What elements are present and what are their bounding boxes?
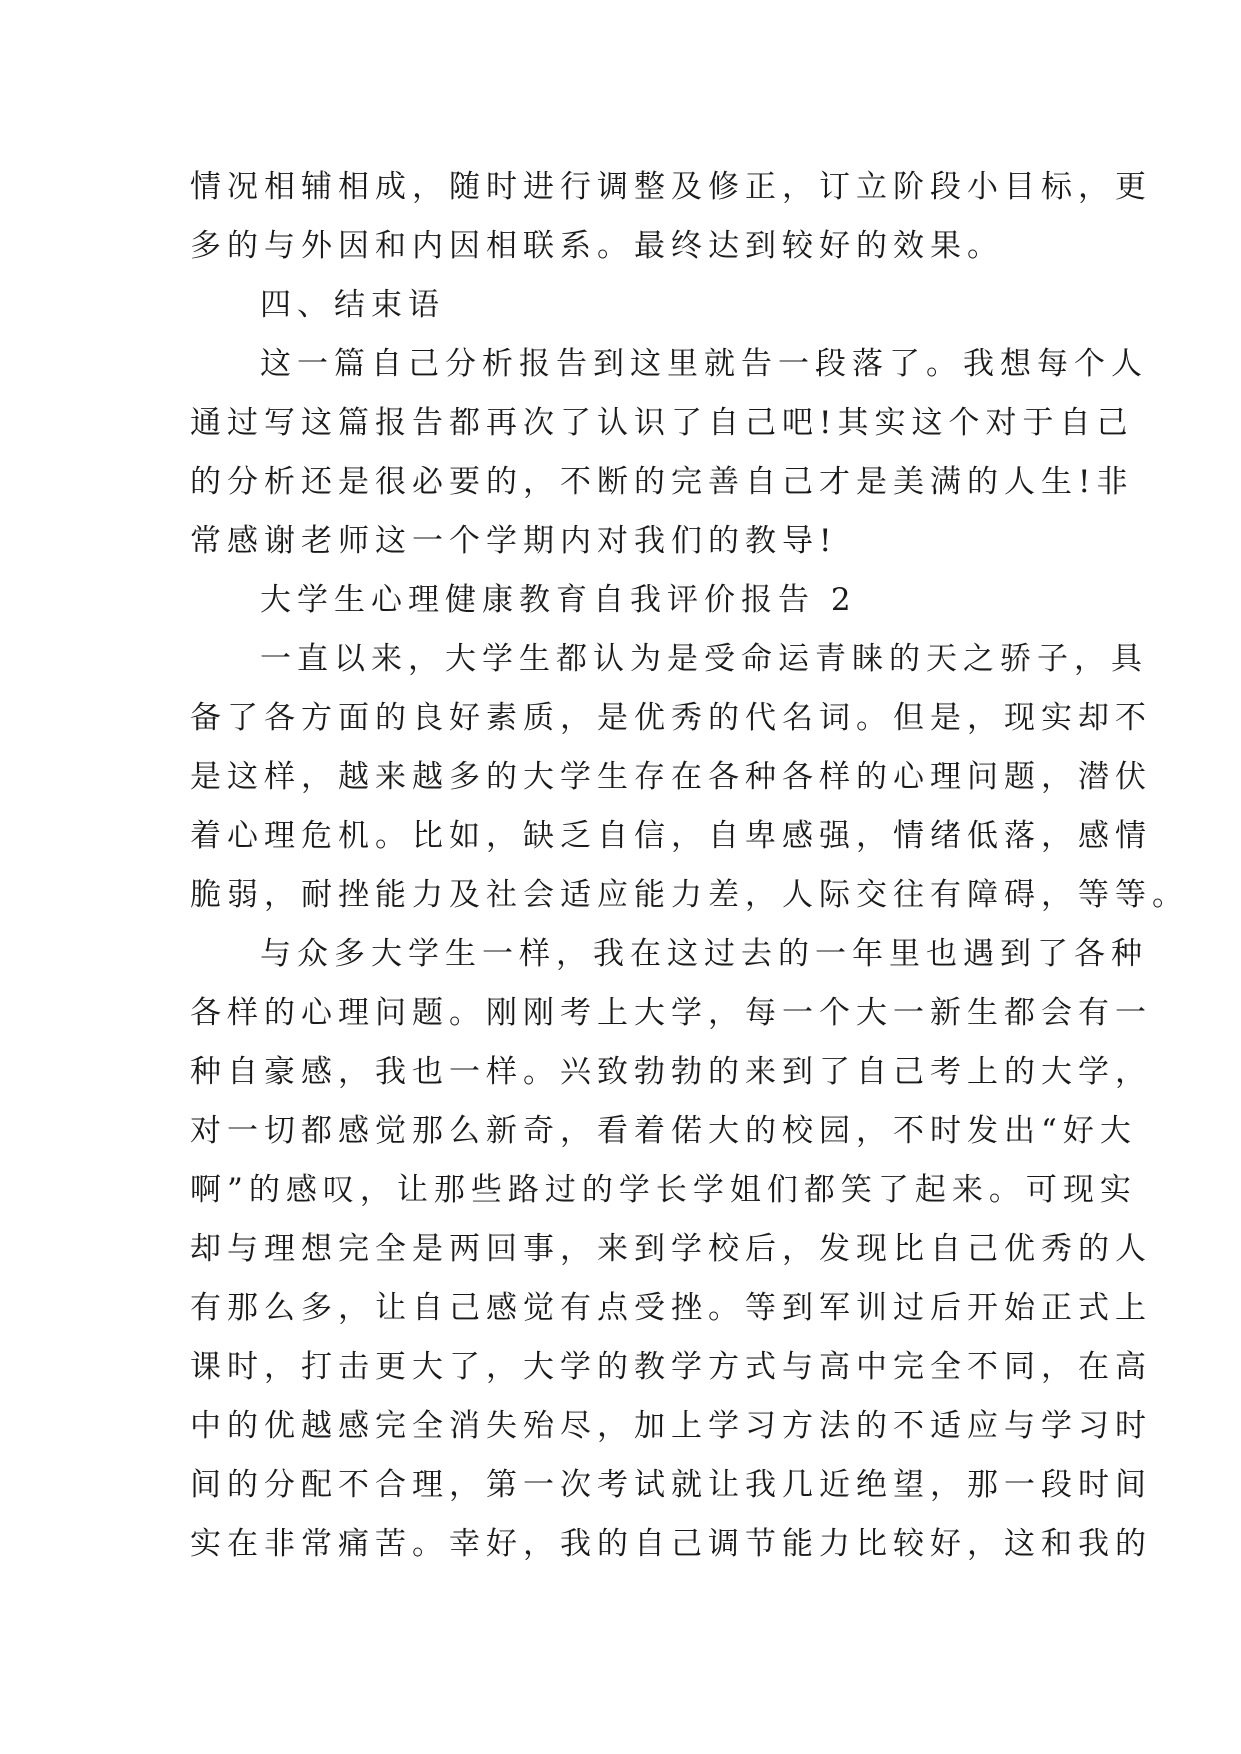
text-line: 对一切都感觉那么新奇，看着偌大的校园，不时发出“好大 — [190, 1113, 1137, 1149]
text-line: 常感谢老师这一个学期内对我们的教导! — [190, 523, 838, 559]
text-line: 的分析还是很必要的，不断的完善自己才是美满的人生!非 — [190, 464, 1134, 500]
text-line: 情况相辅相成，随时进行调整及修正，订立阶段小目标，更 — [190, 169, 1152, 205]
text-line: 间的分配不合理，第一次考试就让我几近绝望，那一段时间 — [190, 1467, 1152, 1503]
text-line: 着心理危机。比如，缺乏自信，自卑感强，情绪低落，感情 — [190, 818, 1152, 854]
paragraph-start: 与众多大学生一样，我在这过去的一年里也遇到了各种 — [260, 936, 1148, 972]
text-line: 课时，打击更大了，大学的教学方式与高中完全不同，在高 — [190, 1349, 1152, 1385]
text-line: 是这样，越来越多的大学生存在各种各样的心理问题，潜伏 — [190, 759, 1152, 795]
text-line: 啊”的感叹，让那些路过的学长学姐们都笑了起来。可现实 — [190, 1172, 1137, 1208]
text-line: 备了各方面的良好素质，是优秀的代名词。但是，现实却不 — [190, 700, 1152, 736]
paragraph-start: 这一篇自己分析报告到这里就告一段落了。我想每个人 — [260, 346, 1148, 382]
text-line: 实在非常痛苦。幸好，我的自己调节能力比较好，这和我的 — [190, 1526, 1152, 1562]
text-line: 却与理想完全是两回事，来到学校后，发现比自己优秀的人 — [190, 1231, 1152, 1267]
report-title: 大学生心理健康教育自我评价报告 2 — [260, 582, 857, 618]
text-line: 有那么多，让自己感觉有点受挫。等到军训过后开始正式上 — [190, 1290, 1152, 1326]
text-line: 通过写这篇报告都再次了认识了自己吧!其实这个对于自己 — [190, 405, 1134, 441]
document-body — [190, 158, 1189, 1574]
text-line: 各样的心理问题。刚刚考上大学，每一个大一新生都会有一 — [190, 995, 1152, 1031]
section-heading: 四、结束语 — [260, 287, 445, 323]
text-line: 种自豪感，我也一样。兴致勃勃的来到了自己考上的大学， — [190, 1054, 1152, 1090]
text-line: 脆弱，耐挫能力及社会适应能力差，人际交往有障碍，等等。 — [190, 877, 1189, 913]
text-line: 多的与外因和内因相联系。最终达到较好的效果。 — [190, 228, 1004, 264]
paragraph-start: 一直以来，大学生都认为是受命运青睐的天之骄子，具 — [260, 641, 1148, 677]
text-line: 中的优越感完全消失殆尽，加上学习方法的不适应与学习时 — [190, 1408, 1152, 1444]
